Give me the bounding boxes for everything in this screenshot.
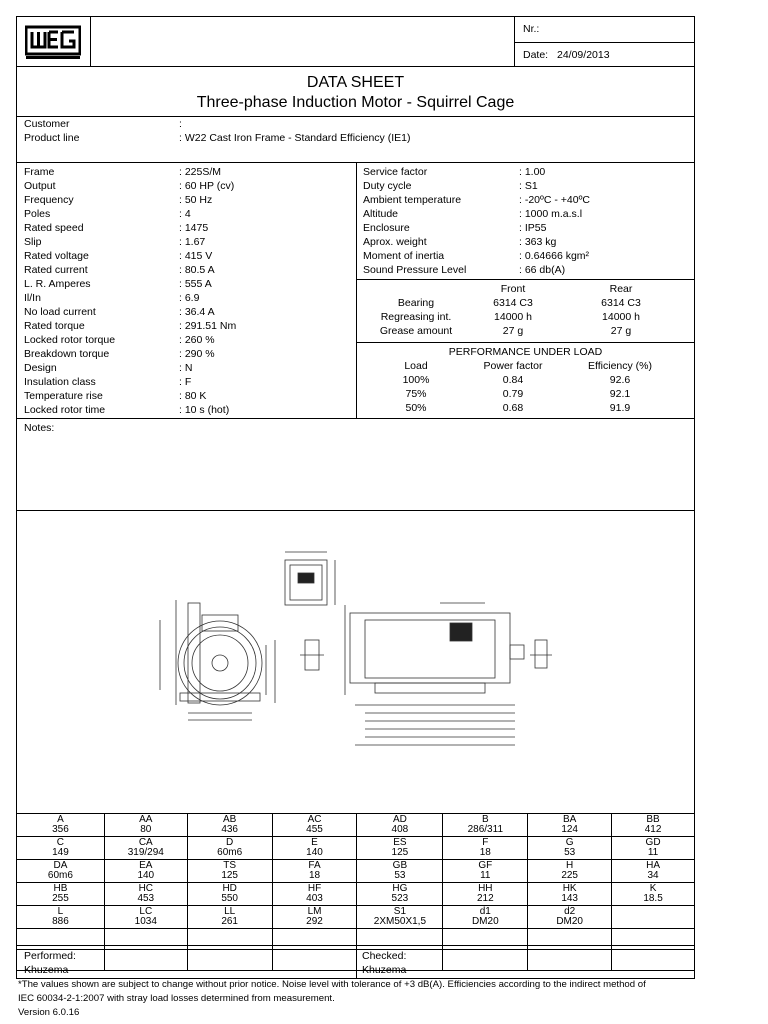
spec-value: : 4 xyxy=(179,208,191,220)
checked-value: Khuzema xyxy=(362,964,407,976)
spec-label: Temperature rise xyxy=(24,390,103,402)
spec-label: Rated voltage xyxy=(24,250,89,262)
dimension-code: BA xyxy=(562,813,577,825)
dimension-cell xyxy=(528,814,612,837)
spec-label: No load current xyxy=(24,306,96,318)
dimension-cell xyxy=(443,837,528,860)
dimensions-row xyxy=(17,906,695,929)
dimension-code: d1 xyxy=(479,905,491,917)
performance-cell: 50% xyxy=(405,402,427,414)
dimension-cell xyxy=(17,906,105,929)
spec-label: Ambient temperature xyxy=(363,194,462,206)
dimension-code: GD xyxy=(645,836,661,848)
weg-logo xyxy=(25,25,81,61)
spec-value: : 260 % xyxy=(179,334,215,346)
dimension-cell xyxy=(104,814,187,837)
spec-label: Frequency xyxy=(24,194,74,206)
bearing-front-value: 27 g xyxy=(502,325,524,337)
spec-label: Duty cycle xyxy=(363,180,412,192)
spec-label: Breakdown torque xyxy=(24,348,110,360)
dimension-value: 455 xyxy=(306,824,323,835)
dimension-value: 403 xyxy=(306,893,323,904)
dimension-code: ES xyxy=(393,836,407,848)
dimension-code: D xyxy=(226,836,234,848)
spec-label: Rated current xyxy=(24,264,88,276)
dimension-cell xyxy=(17,860,105,883)
spec-label: Insulation class xyxy=(24,376,96,388)
dimension-cell xyxy=(612,837,695,860)
dimension-cell xyxy=(357,814,443,837)
dimension-code: EA xyxy=(139,859,153,871)
notes-box xyxy=(16,418,695,511)
spec-value: : 66 db(A) xyxy=(519,264,566,276)
page-subtitle: Three-phase Induction Motor - Squirrel Cage xyxy=(196,94,515,111)
spec-label: Output xyxy=(24,180,56,192)
dimension-value: 143 xyxy=(561,893,578,904)
dimension-code: G xyxy=(565,836,574,848)
dimension-cell xyxy=(528,883,612,906)
spec-value: : 6.9 xyxy=(179,292,200,304)
dimension-code: GF xyxy=(478,859,493,871)
performance-header: Power factor xyxy=(483,360,543,372)
dimension-cell xyxy=(357,906,443,929)
dimensions-row xyxy=(17,860,695,883)
bearing-front-header: Front xyxy=(500,283,526,295)
dimension-cell xyxy=(357,860,443,883)
spec-value: : F xyxy=(179,376,192,388)
notes-label: Notes: xyxy=(24,422,55,434)
dimension-value: 286/311 xyxy=(467,824,503,835)
dimension-value: 140 xyxy=(137,870,155,881)
dimension-code: FA xyxy=(308,859,321,871)
specs-divider xyxy=(356,342,695,343)
spec-label: Enclosure xyxy=(363,222,410,234)
spec-value: : 60 HP (cv) xyxy=(179,180,235,192)
dimension-value: 412 xyxy=(644,824,662,835)
dimension-cell xyxy=(187,906,272,929)
dimension-cell xyxy=(443,860,528,883)
spec-label: Service factor xyxy=(363,166,428,178)
dimension-cell xyxy=(443,906,528,929)
bearing-front-value: 6314 C3 xyxy=(493,297,533,309)
dimensions-row xyxy=(17,883,695,906)
dimension-cell xyxy=(104,883,187,906)
spec-label: Altitude xyxy=(363,208,399,220)
dimension-value: 18 xyxy=(479,847,491,858)
header-divider xyxy=(90,16,91,67)
spec-label: Slip xyxy=(24,236,42,248)
spec-label: Aprox. weight xyxy=(363,236,427,248)
dimension-cell xyxy=(187,837,272,860)
bearing-row-label: Bearing xyxy=(397,297,435,309)
spec-label: Frame xyxy=(24,166,55,178)
performance-cell: 91.9 xyxy=(609,402,631,414)
dimension-value: 125 xyxy=(391,847,409,858)
bearing-row-label: Regreasing int. xyxy=(380,311,452,323)
spec-value: : S1 xyxy=(519,180,538,192)
dimension-cell xyxy=(528,860,612,883)
dimension-value: 255 xyxy=(52,893,69,904)
spec-value: : N xyxy=(179,362,193,374)
dimension-code: HF xyxy=(307,882,322,894)
dimension-value: 212 xyxy=(476,893,494,904)
dimension-value: 261 xyxy=(221,916,238,927)
dimension-cell xyxy=(443,814,528,837)
spec-value: : 80 K xyxy=(179,390,207,402)
bearing-rear-header: Rear xyxy=(609,283,633,295)
bearing-rear-value: 6314 C3 xyxy=(601,297,641,309)
dimension-cell xyxy=(17,814,105,837)
dimension-value: DM20 xyxy=(471,916,499,927)
dimension-code: K xyxy=(649,882,657,894)
dimension-code: E xyxy=(311,836,318,848)
dimension-code: GB xyxy=(392,859,408,871)
dimension-value: 408 xyxy=(391,824,409,835)
dimension-code: CA xyxy=(138,836,153,848)
dimension-cell xyxy=(272,814,357,837)
dimension-cell xyxy=(187,883,272,906)
specs-divider xyxy=(356,162,357,419)
dimension-cell xyxy=(17,837,105,860)
dimension-value: 140 xyxy=(306,847,323,858)
dimension-value: 11 xyxy=(480,870,491,881)
motor-dimension-drawing xyxy=(140,545,580,750)
specs-divider xyxy=(356,279,695,280)
spec-value: : 363 kg xyxy=(519,236,557,248)
spec-value: : 80.5 A xyxy=(179,264,215,276)
dimension-value: 1034 xyxy=(134,916,157,927)
spec-label: Poles xyxy=(24,208,51,220)
dimension-value: 124 xyxy=(561,824,578,835)
spec-value: : 555 A xyxy=(179,278,212,290)
spec-label: L. R. Amperes xyxy=(24,278,91,290)
dimension-cell xyxy=(272,860,357,883)
page-title: DATA SHEET xyxy=(306,74,405,91)
dimension-code: HH xyxy=(478,882,493,894)
dimension-cell xyxy=(443,883,528,906)
dimension-value: 523 xyxy=(391,893,409,904)
performance-cell: 92.6 xyxy=(609,374,631,386)
spec-label: Il/In xyxy=(24,292,41,304)
dimension-cell xyxy=(612,883,695,906)
dimension-code: DA xyxy=(53,859,68,871)
date-value: 24/09/2013 xyxy=(557,49,610,61)
customer-value: : xyxy=(179,118,182,130)
dimension-code: A xyxy=(57,813,64,825)
dimension-code: AB xyxy=(222,813,237,825)
bearing-rear-value: 27 g xyxy=(610,325,632,337)
dimension-value: 60m6 xyxy=(217,847,243,858)
dimension-cell xyxy=(187,814,272,837)
disclaimer-line-2: IEC 60034-2-1:2007 with stray load losses determined from measurement. xyxy=(18,993,335,1004)
spec-label: Rated speed xyxy=(24,222,84,234)
spec-label: Locked rotor time xyxy=(24,404,106,416)
dimension-cell xyxy=(272,837,357,860)
spec-value: : -20ºC - +40ºC xyxy=(519,194,590,206)
dimension-value: 319/294 xyxy=(127,847,164,858)
dimension-value: 436 xyxy=(221,824,238,835)
dimension-value: DM20 xyxy=(556,916,583,927)
spec-value: : 36.4 A xyxy=(179,306,215,318)
dimension-code: L xyxy=(57,905,64,917)
dimension-code: HC xyxy=(138,882,154,894)
dimension-code: HG xyxy=(392,882,408,894)
performance-cell: 0.68 xyxy=(502,402,524,414)
date-label: Date: xyxy=(523,49,549,61)
product-line-value: : W22 Cast Iron Frame - Standard Efficiency (IE1) xyxy=(179,132,411,144)
dimension-cell xyxy=(272,906,357,929)
dimension-value: 2XM50X1,5 xyxy=(373,916,427,927)
dimension-code: B xyxy=(481,813,489,825)
dimension-value: 80 xyxy=(140,824,152,835)
dimension-code: HK xyxy=(562,882,577,894)
bearing-row-label: Grease amount xyxy=(379,325,453,337)
spec-value: : IP55 xyxy=(519,222,547,234)
spec-value: : 10 s (hot) xyxy=(179,404,230,416)
dimension-value: 886 xyxy=(52,916,69,927)
header-divider xyxy=(514,42,695,43)
dimension-value: 225 xyxy=(561,870,578,881)
dimension-cell xyxy=(612,906,695,929)
dimension-value: 53 xyxy=(394,870,406,881)
customer-label: Customer xyxy=(24,118,70,130)
spec-label: Sound Pressure Level xyxy=(363,264,467,276)
performance-cell: 0.79 xyxy=(502,388,524,400)
dimension-code: LL xyxy=(224,905,236,917)
spec-value: : 50 Hz xyxy=(179,194,213,206)
dimension-value: 292 xyxy=(306,916,323,927)
product-line-label: Product line xyxy=(24,132,80,144)
dimension-code: TS xyxy=(223,859,237,871)
dimension-code: HD xyxy=(222,882,237,894)
dimension-value: 356 xyxy=(52,824,69,835)
dimensions-row xyxy=(17,814,695,837)
performance-header: Load xyxy=(404,360,428,372)
performance-cell: 100% xyxy=(402,374,430,386)
bearing-rear-value: 14000 h xyxy=(602,311,640,323)
dimension-code: HB xyxy=(53,882,68,894)
dimension-code: LM xyxy=(307,905,322,917)
dimension-code: F xyxy=(482,836,489,848)
dimension-value: 18.5 xyxy=(643,893,663,904)
dimension-code: BB xyxy=(646,813,660,825)
nr-label: Nr.: xyxy=(523,23,540,35)
dimension-code: H xyxy=(566,859,574,871)
dimension-cell xyxy=(104,837,187,860)
spec-value: : 415 V xyxy=(179,250,213,262)
performance-cell: 0.84 xyxy=(502,374,524,386)
dimension-code: HA xyxy=(646,859,660,871)
dimension-cell xyxy=(612,814,695,837)
dimension-value: 53 xyxy=(564,847,576,858)
dimension-code: LC xyxy=(139,905,153,917)
performed-value: Khuzema xyxy=(24,964,69,976)
dimension-value: 60m6 xyxy=(47,870,73,881)
spec-label: Moment of inertia xyxy=(363,250,445,262)
dimension-code: AC xyxy=(307,813,322,825)
performed-label: Performed: xyxy=(24,950,76,962)
dimension-value: 34 xyxy=(647,870,659,881)
dimension-value: 550 xyxy=(221,893,238,904)
dimension-cell xyxy=(612,860,695,883)
bearing-front-value: 14000 h xyxy=(494,311,532,323)
dimension-code: S1 xyxy=(393,905,407,917)
dimension-value: 18 xyxy=(308,870,321,881)
disclaimer-line-1: *The values shown are subject to change without prior notice. Noise level with tolerance of +3 dB(A). Efficiencies according to the indirect method of xyxy=(18,979,646,990)
dimension-value: 453 xyxy=(137,893,155,904)
dimension-value: 11 xyxy=(647,847,659,858)
dimension-cell xyxy=(17,883,105,906)
dimension-cell xyxy=(104,860,187,883)
dimension-cell xyxy=(357,837,443,860)
signoff-divider xyxy=(356,945,357,979)
spec-value: : 1475 xyxy=(179,222,209,234)
spec-value: : 291.51 Nm xyxy=(179,320,237,332)
performance-cell: 75% xyxy=(405,388,427,400)
performance-cell: 92.1 xyxy=(609,388,631,400)
dimension-code: AD xyxy=(392,813,407,825)
checked-label: Checked: xyxy=(362,950,407,962)
dimension-value: 149 xyxy=(52,847,69,858)
version-text: Version 6.0.16 xyxy=(18,1007,80,1018)
dimension-cell xyxy=(528,906,612,929)
dimension-cell xyxy=(104,906,187,929)
spec-value: : 0.64666 kgm² xyxy=(519,250,590,262)
dimension-code: AA xyxy=(139,813,153,825)
spec-value: : 1000 m.a.s.l xyxy=(519,208,583,220)
spec-value: : 290 % xyxy=(179,348,215,360)
dimension-code: d2 xyxy=(564,905,576,917)
dimensions-row xyxy=(17,837,695,860)
performance-header: Efficiency (%) xyxy=(588,360,652,372)
spec-label: Design xyxy=(24,362,57,374)
spec-label: Locked rotor torque xyxy=(24,334,116,346)
spec-value: : 1.67 xyxy=(179,236,206,248)
dimension-cell xyxy=(187,860,272,883)
dimension-cell xyxy=(357,883,443,906)
spec-label: Rated torque xyxy=(24,320,85,332)
dimension-code: C xyxy=(56,836,65,848)
dimension-cell xyxy=(528,837,612,860)
spec-value: : 1.00 xyxy=(519,166,546,178)
performance-title: PERFORMANCE UNDER LOAD xyxy=(448,346,603,358)
dimension-value: 125 xyxy=(221,870,238,881)
spec-value: : 225S/M xyxy=(179,166,222,178)
dimension-cell xyxy=(272,883,357,906)
